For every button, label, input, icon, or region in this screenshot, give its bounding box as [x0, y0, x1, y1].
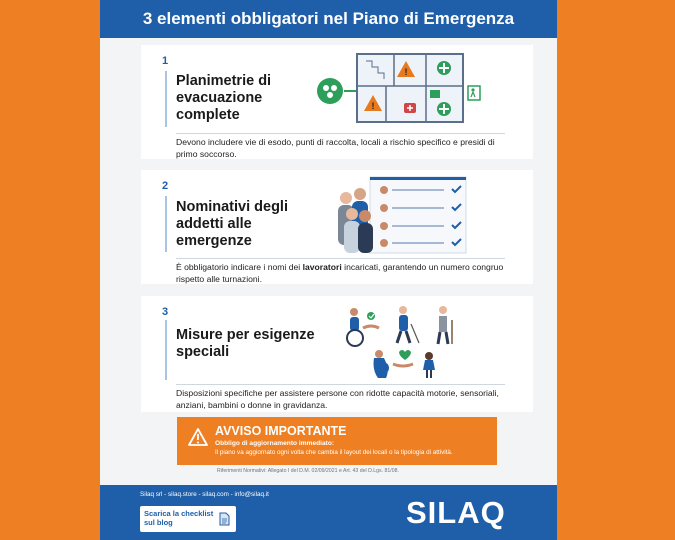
- accent-bar: [165, 71, 167, 127]
- item-description: È obbligatorio indicare i nomi dei lavoratori incaricati, garantendo un numero congruo rispetto alle turnazioni.: [176, 262, 504, 284]
- contact-line: Silaq srl - silaq.store - silaq.com - info@silaq.it: [140, 491, 269, 498]
- item-number: 1: [162, 55, 169, 67]
- item-title: Nominativi degli addetti alle emergenze: [176, 199, 288, 249]
- staff-checklist-illustration: [336, 176, 471, 254]
- header: [100, 0, 557, 38]
- notice-subtitle: Obbligo di aggiornamento immediato:: [215, 440, 335, 447]
- notice-title: AVVISO IMPORTANTE: [215, 424, 347, 438]
- divider: [176, 133, 505, 134]
- item-number: 2: [162, 180, 169, 192]
- item-number: 3: [162, 306, 169, 318]
- legal-references: Riferimenti Normativi: Allegato I del D.M. 02/09/2021 e Art. 43 del D.Lgs. 81/08.: [217, 468, 399, 474]
- svg-text:!: !: [371, 101, 375, 111]
- footer: [100, 485, 557, 540]
- silaq-logo: SILAQ: [406, 495, 506, 530]
- item-card-3: [141, 296, 533, 412]
- important-notice: [177, 417, 497, 465]
- page-title: 3 elementi obbligatori nel Piano di Emergenza: [142, 9, 515, 28]
- svg-text:!: !: [404, 67, 408, 77]
- download-checklist-button[interactable]: [140, 506, 236, 532]
- divider: [176, 258, 505, 259]
- accent-bar: [165, 320, 167, 380]
- floor-plan-illustration: [316, 51, 486, 125]
- notice-body: Il piano va aggiornato ogni volta che cambia il layout dei locali o la tipologia di attività.: [215, 449, 453, 456]
- divider: [176, 384, 505, 385]
- item-description: Disposizioni specifiche per assistere persone con ridotte capacità motorie, sensoriali, anziani, bambini o donne in gravidanza.: [176, 388, 499, 410]
- document-icon: [219, 512, 230, 526]
- item-card-2: [141, 170, 533, 284]
- item-description: Devono includere vie di esodo, punti di raccolta, locali a rischio specifico e presidi di primo soccorso.: [176, 137, 495, 159]
- warning-triangle-icon: [188, 428, 208, 446]
- item-title: Planimetrie di evacuazione complete: [176, 73, 272, 123]
- accent-bar: [165, 196, 167, 252]
- item-title: Misure per esigenze speciali: [176, 327, 315, 360]
- special-needs-people-illustration: [341, 302, 466, 382]
- cta-label: Scarica la checklist sul blog: [144, 509, 214, 527]
- item-card-1: [141, 45, 533, 159]
